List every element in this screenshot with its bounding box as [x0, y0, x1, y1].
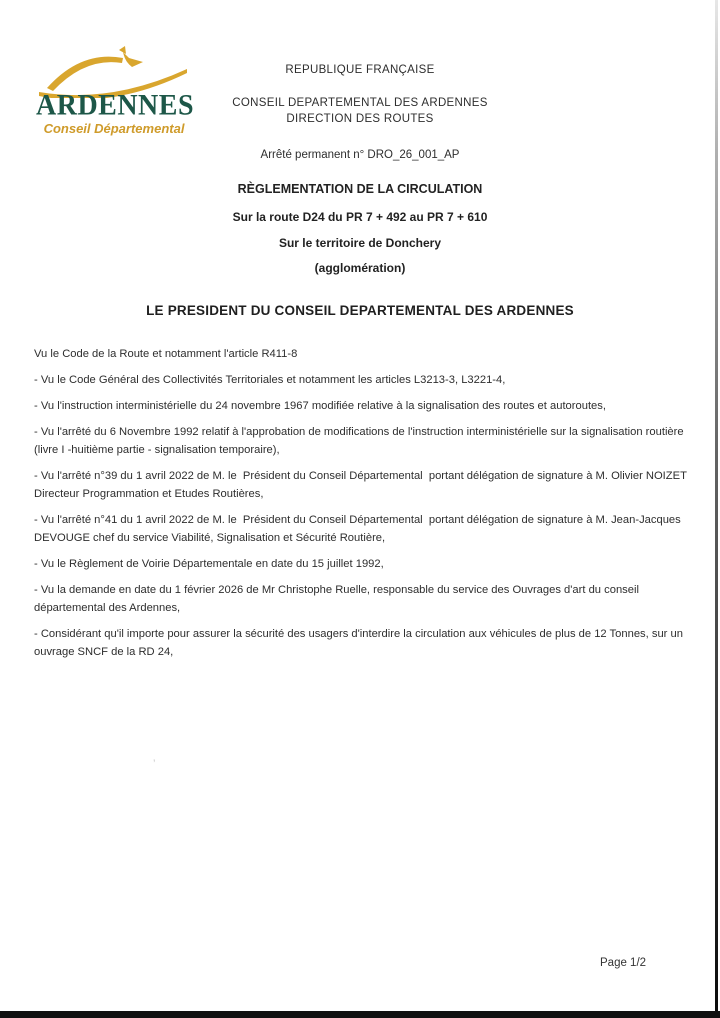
title-agglomeration: (agglomération) [314, 261, 406, 275]
body-paragraph: - Vu le Règlement de Voirie Départementale en date du 15 juillet 1992, [34, 558, 384, 570]
body-paragraph: Vu le Code de la Route et notamment l'article R411-8 [34, 348, 298, 360]
page-number: Page 1/2 [600, 957, 647, 969]
president-heading: LE PRESIDENT DU CONSEIL DEPARTEMENTAL DES ARDENNES [146, 303, 574, 318]
body-paragraph: - Vu l'arrêté du 6 Novembre 1992 relatif à l'approbation de modifications de l'instruction interministérielle sur la signalisation routière (livre I -huitième partie - signalisation temporaire), [34, 426, 687, 456]
body-paragraph: - Vu l'arrêté n°41 du 1 avril 2022 de M. le Président du Conseil Départemental portant délégation de signature à M. Jean-Jacques DEVOUGE chef du service Viabilité, Signalisation et Sécurité Routière, [34, 514, 684, 544]
body-paragraph: - Vu l'instruction interministérielle du 24 novembre 1967 modifiée relative à la signalisation des routes et autoroutes, [34, 400, 606, 412]
logo-subtitle: Conseil Départemental [43, 121, 185, 136]
header-direction: DIRECTION DES ROUTES [286, 113, 434, 125]
body-paragraph: - Vu le Code Général des Collectivités Territoriales et notamment les articles L3213-3, L3221-4, [34, 374, 506, 386]
scan-bottom-edge-artifact [0, 1011, 720, 1018]
body-paragraph: - Considérant qu'il importe pour assurer la sécurité des usagers d'interdire la circulation aux véhicules de plus de 12 Tonnes, sur un ouvrage SNCF de la RD 24, [34, 628, 687, 658]
body-paragraph: - Vu l'arrêté n°39 du 1 avril 2022 de M. le Président du Conseil Départemental portant délégation de signature à M. Olivier NOIZET Directeur Programmation et Etudes Routières, [34, 470, 690, 500]
scan-right-edge-artifact [715, 0, 718, 1018]
title-route: Sur la route D24 du PR 7 + 492 au PR 7 + 610 [232, 210, 488, 224]
decree-body [34, 345, 688, 669]
logo-wordmark: ARDENNES [36, 89, 195, 122]
title-territory: Sur le territoire de Donchery [278, 236, 442, 250]
title-regulation: RÈGLEMENTATION DE LA CIRCULATION [237, 182, 483, 196]
header-department: CONSEIL DEPARTEMENTAL DES ARDENNES [232, 97, 488, 109]
scan-speck: ’ [153, 758, 156, 770]
header-republic: REPUBLIQUE FRANÇAISE [285, 64, 435, 76]
body-paragraph: - Vu la demande en date du 1 février 2026 de Mr Christophe Ruelle, responsable du service des Ouvrages d'art du conseil départemental des Ardennes, [34, 584, 643, 614]
decree-reference: Arrêté permanent n° DRO_26_001_AP [260, 149, 460, 161]
